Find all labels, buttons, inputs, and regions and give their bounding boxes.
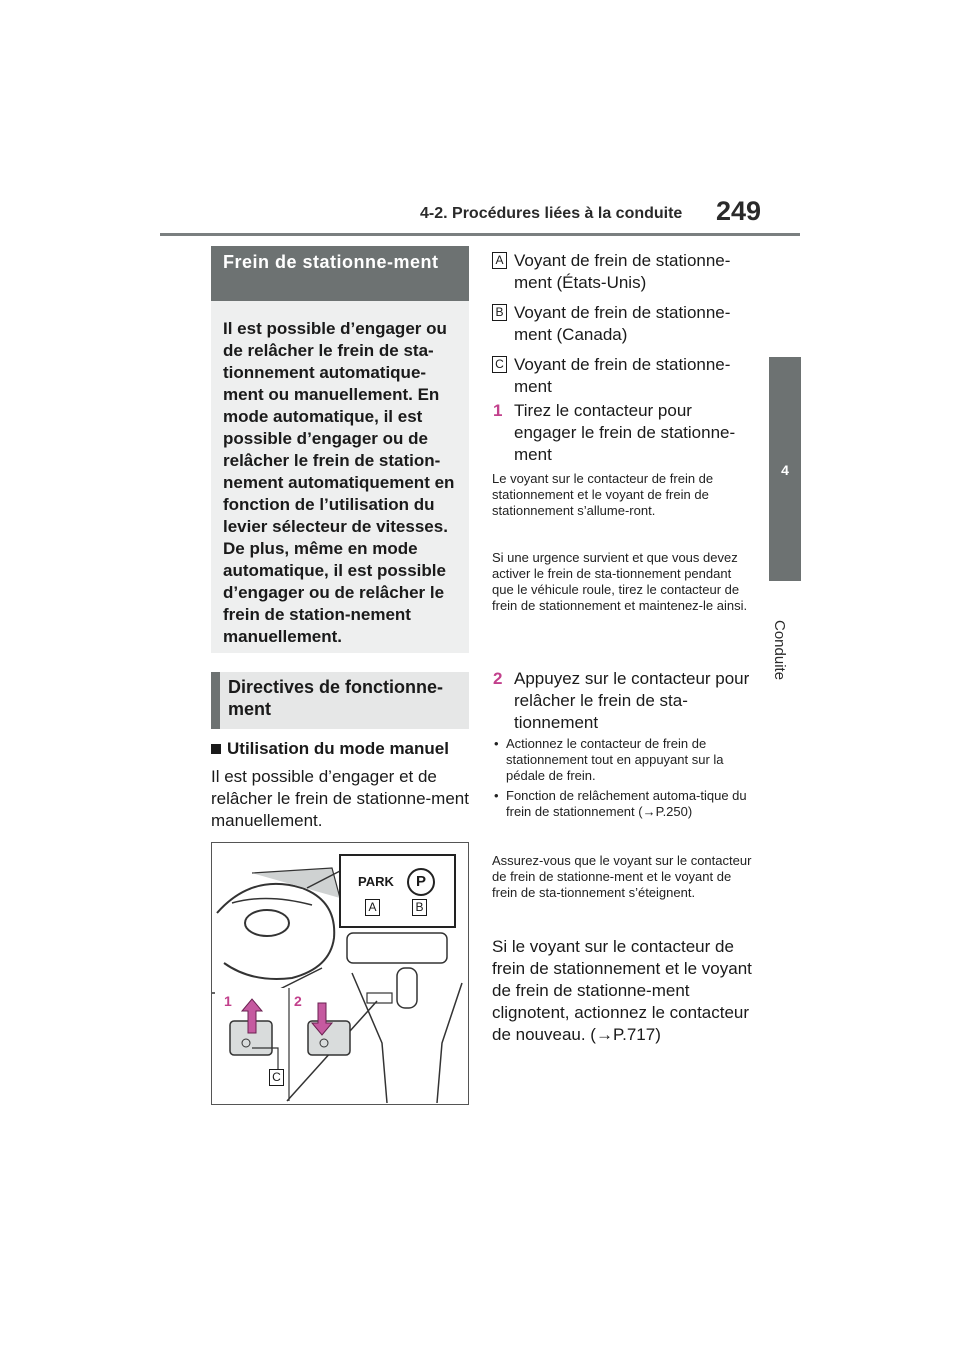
chapter-number: 4 <box>781 462 789 478</box>
square-bullet-icon <box>211 744 221 754</box>
section-title: 4-2. Procédures liées à la conduite <box>420 205 683 222</box>
bullet-list <box>492 736 752 820</box>
step-1 <box>492 400 752 466</box>
label-b: B <box>412 899 427 916</box>
illus-step-1: 1 <box>224 993 232 1009</box>
label-box: C <box>492 356 507 373</box>
bullet-item: • Fonction de relâchement automa-tique du frein de stationnement (→P.250) <box>492 788 752 820</box>
heading-directives: Directives de fonctionne-ment <box>211 672 469 729</box>
subheading-manual-mode <box>211 739 449 759</box>
section-summary: Il est possible d’engager ou de relâcher le frein de sta-tionnement automatique-ment ou manuellement. En mode automatique, il est possible d’engager ou de relâcher le frein de station-nement automatiquement en fonction de l’utilisation du levier sélecteur de vitesses. De plus, même en mode automatique, il est possible d’engager ou de relâcher le frein de station-nement manuellement. <box>211 301 469 653</box>
blinking-note: Si le voyant sur le contacteur de frein de stationnement et le voyant de frein de stationne-ment clignotent, actionnez le contacteur de nouveau. (→P.717) <box>492 937 752 1044</box>
item-text: Voyant de frein de stationne-ment (États-Unis) <box>514 251 731 292</box>
item-text: Voyant de frein de stationne-ment <box>514 355 731 396</box>
step1-note-2: Si une urgence survient et que vous devez activer le frein de sta-tionnement pendant que le véhicule roule, tirez le contacteur de frein de stationnement et maintenez-le ainsi. <box>492 550 748 613</box>
chapter-name: Conduite <box>771 620 788 681</box>
manual-mode-text: Il est possible d’engager et de relâcher le frein de stationne-ment manuellement. <box>211 767 469 830</box>
step-text: Tirez le contacteur pour engager le frein de stationne-ment <box>514 401 736 464</box>
step2-note: Assurez-vous que le voyant sur le contacteur de frein de stationne-ment et le voyant de frein de sta-tionnement s’éteignent. <box>492 853 752 900</box>
label-a: A <box>365 899 380 916</box>
illus-step-2: 2 <box>294 993 302 1009</box>
list-item-a <box>492 250 752 294</box>
list-item-c <box>492 354 752 398</box>
subheading-text: Utilisation du mode manuel <box>227 739 449 758</box>
item-text: Voyant de frein de stationne-ment (Canada) <box>514 303 731 344</box>
step-text: Appuyez sur le contacteur pour relâcher le frein de sta-tionnement <box>514 669 750 732</box>
park-indicator-text: PARK <box>358 874 394 889</box>
step-number: 2 <box>493 669 503 688</box>
bullet-item: • Actionnez le contacteur de frein de stationnement tout en appuyant sur la pédale de frein. <box>492 736 752 784</box>
parking-brake-illustration <box>211 842 469 1105</box>
label-box: B <box>492 304 507 321</box>
label-c: C <box>269 1069 284 1086</box>
page-number: 249 <box>716 196 762 226</box>
step1-note-1: Le voyant sur le contacteur de frein de stationnement et le voyant de frein de stationnement s’allume-ront. <box>492 471 714 518</box>
step-2 <box>492 668 752 734</box>
heading-frein-stationnement: Frein de stationne-ment <box>211 246 469 301</box>
step-number: 1 <box>493 401 503 420</box>
p-circle-icon <box>407 868 435 896</box>
label-box: A <box>492 252 507 269</box>
p-symbol: P <box>415 873 426 890</box>
header-rule <box>160 233 800 236</box>
list-item-b <box>492 302 752 346</box>
